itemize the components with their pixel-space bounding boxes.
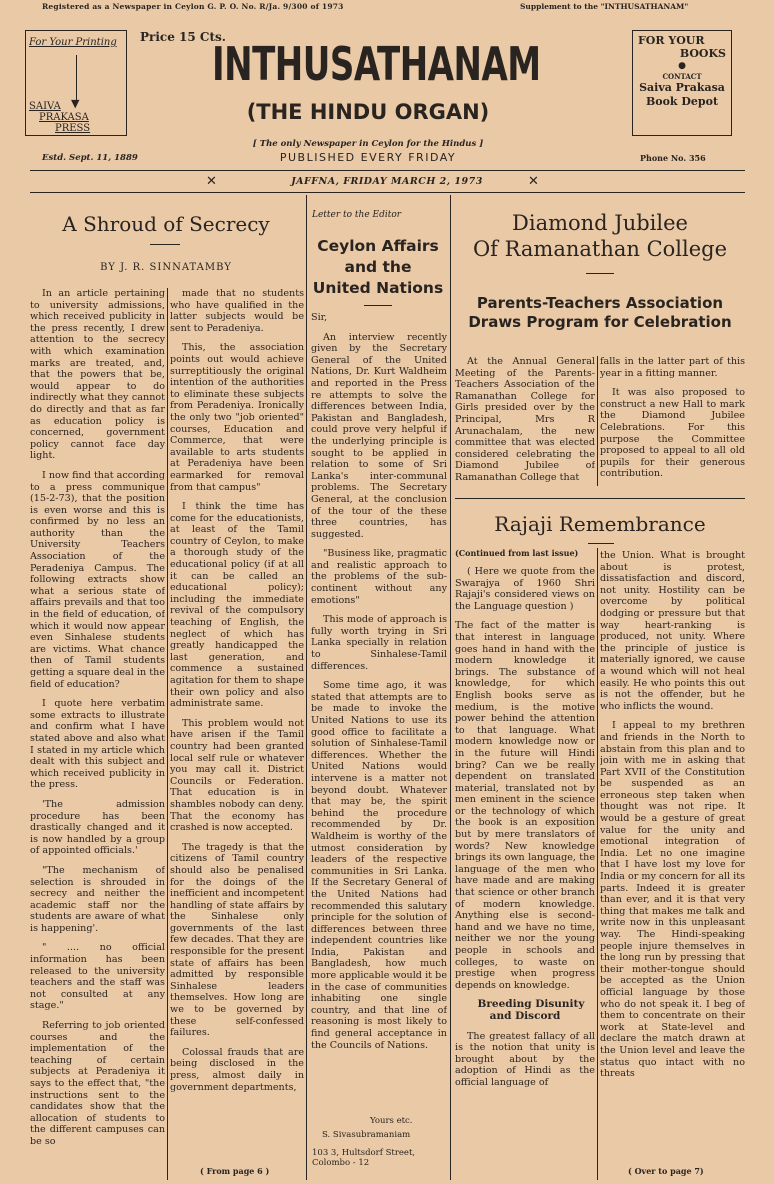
jubilee-subtitle: Parents-Teachers Association Draws Program for Celebration (468, 294, 732, 331)
title-dash (150, 244, 180, 245)
established-date: Estd. Sept. 11, 1889 (42, 153, 138, 163)
article1-column-2: made that no students who have qualified in the latter subjects would be sent to Peradeniya. This, the association points out would achieve surreptitiously the original intention of the authorities to eliminate these subjects from Peradeniya. Ironically the only two "job oriented" courses, Education and Commerce, that were available to arts students at Peradeniya have been earmarked for removal from that campus" I think the time has come for the educationists, at least of the Tamil country of Ceylon, to make a thorough study of the educational policy (if at all it can be called an educational policy); including the immediate revival of the compulsory teaching of English, the neglect of which has greatly handicapped the last generation, and commence a sustained agitation for them to shape their own policy and also administrate same. This problem would not have arisen if the Tamil country had been granted local self rule or whatever you may call it. District Councils or Federation. That education is in shambles nobody can deny. That the economy has crashed is now accepted. The tragedy is that the citizens of Tamil country should also be penalised for the doings of the inefficient and incompetent handling of state affairs by the Sinhalese only governments of the last few decades. That they are responsible for the present state of affairs has been admitted by responsible Sinhalese leaders themselves. How long are we to be governed by these self-confessed failures. Colossal frauds that are being disclosed in the press, almost daily in government departments, (170, 288, 304, 1093)
registration-line: Registered as a Newspaper in Ceylon G. P. O. No. R/Ja. 9/300 of 1973 (42, 2, 344, 11)
phone-number: Phone No. 356 (640, 153, 706, 163)
arrow-down-icon: ▼ (71, 97, 80, 110)
tagline: [ The only Newspaper in Ceylon for the Hindus ] (252, 139, 484, 149)
article-title: A Shroud of Secrecy (62, 212, 270, 236)
press-name: SAIVA PRAKASA PRESS (29, 101, 91, 134)
column-divider (597, 356, 598, 486)
column-divider (167, 288, 168, 1180)
dateline-rule (30, 192, 745, 193)
continued-from-note: ( From page 6 ) (200, 1166, 270, 1176)
price: Price 15 Cts. (140, 30, 226, 44)
dateline: JAFFNA, FRIDAY MARCH 2, 1973 (291, 176, 483, 187)
rajaji-title: Rajaji Remembrance (494, 512, 706, 536)
column-divider (306, 195, 307, 1180)
jubilee-column-1: At the Annual General Meeting of the Parents-Teachers Association of the Ramanathan College for Girls presided over by the Principal, Mrs R Arunachalam, the new committee that was elected considered celebrating the Diamond Jubilee of Ramanathan College that (455, 356, 595, 483)
continued-to-note: ( Over to page 7) (628, 1166, 704, 1176)
letter-body: Sir, An interview recently given by the Secretary General of the United Nations, Dr. Kurt Waldheim and reported in the Press re attempts to solve the differences between India, Pakistan and Bangladesh, could prove very helpful if the underlying principle is sought to be applied in relation to some of Sri Lanka's inter-communal problems. The Secretary General, at the conclusion of the tour of the these three countries, has suggested. "Business like, pragmatic and realistic approach to the problems of the sub-continent without any emotions" This mode of approach is fully worth trying in Sri Lanka specially in relation to Sinhalese-Tamil differences. Some time ago, it was stated that attempts are to be made to invoke the United Nations to use its good office to facilitate a solution of Sinhalese-Tamil differences. Whether the United Nations would intervene is a matter not beyond doubt. Whatever that may be, the spirit behind the procedure recommended by Dr. Waldheim is worthy of the utmost consideration by leaders of the respective communities in Sri Lanka. If the Secretary General of the United Nations had recommended this salutary principle for the solution of differences between three independent countries like India, Pakistan and Bangladesh, how much more applicable would it be in the case of communities inhabiting one single country, and that line of reasoning is most likely to find general acceptance in the Councils of Nations. (311, 312, 447, 1051)
byline: BY J. R. SINNATAMBY (100, 262, 232, 273)
rajaji-column-2: the Union. What is brought about is protest, dissatisfaction and discord, not unity. Hostility can be overcome by political dodging or pressure but that way heart-ranking is produced, not unity. Where the principle of justice is materially ignored, we cause a wound which will not heal easily. He who points this out is not the offender, but he who inflicts the wound. I appeal to my brethren and friends in the North to abstain from this plan and to join with me in asking that Part XVII of the Constitution be suspended as an erroneous step taken when thought was not ripe. It would be a gesture of great value for the unity and emotional integration of India. Let no one imagine that I have lost my love for India or my concern for all its parts. Indeed it is greater than ever, and it is that very thing that makes me talk and write now in this unpleasant way. The Hindi-speaking people injure themselves in the long run by pressing that their mother-tongue should be accepted as the Union official language by those who do not speak it. I beg of them to concentrate on their work at State-level and declare the match drawn at the Union level and leave the status quo intact with no threats (600, 550, 745, 1080)
jubilee-title: Diamond Jubilee Of Ramanathan College (472, 211, 728, 261)
letter-address: 103 3, Hultsdorf Street, Colombo - 12 (312, 1148, 416, 1168)
section-rule (455, 498, 745, 499)
bullet-icon: ● (678, 61, 686, 71)
title-dash (586, 273, 614, 274)
books-ad-box: FOR YOUR BOOKS ● CONTACT Saiva Prakasa Book Depot (632, 30, 732, 136)
letter-title: Ceylon Affairs and the United Nations (312, 237, 444, 297)
letter-author: S. Sivasubramaniam (322, 1130, 411, 1140)
masthead-title: INTHUSATHANAM (212, 38, 541, 92)
continued-label: (Continued from last issue) (455, 548, 579, 558)
letter-label: Letter to the Editor (312, 210, 402, 220)
jubilee-column-2: falls in the latter part of this year in a fitting manner. It was also proposed to construct a new Hall to mark the Diamond Jubilee Celebrations. For this purpose the Committee proposed to appeal to all old pupils for their generous contribution. (600, 356, 745, 480)
title-dash (364, 305, 392, 306)
masthead-subtitle: (THE HINDU ORGAN) (246, 100, 490, 124)
column-divider (597, 548, 598, 1180)
masthead-rule (30, 170, 745, 171)
arrow-down-line (76, 55, 77, 103)
published-line: PUBLISHED EVERY FRIDAY (279, 151, 457, 164)
ornament-left-icon: ✕ (206, 174, 217, 189)
printing-ad-heading: For Your Printing (29, 37, 117, 48)
supplement-line: Supplement to the "INTHUSATHANAM" (520, 2, 689, 11)
printing-ad-box (25, 30, 127, 136)
article1-column-1: In an article pertaining to university admissions, which received publicity in the press recently, I drew attention to the secrecy with which examination marks are treated, and, that the powers that be, would appear to do indirectly what they cannot do directly and that as far as education policy is concerned, government policy cannot face day light. I now find that according to a press communique (15-2-73), that the position is even worse and this is confirmed by no less an authority than the University Teachers Association of the Peradeniya Campus. The following extracts show what a serious state of affairs prevails and that too in the field of education, of which it would now appear even Sinhalese students are victims. What chance then of Tamil students getting a square deal in the field of education? I quote here verbatim some extracts to illustrate and confirm what I have stated above and also what I stated in my article which dealt with this subject and which received publicity in the press. 'The admission procedure has been drastically changed and it is now handled by a group of appointed officials.' "The mechanism of selection is shrouded in secrecy and neither the academic staff nor the students are aware of what is happening'. " .... no official information has been released to the university teachers and the staff was not consulted at any stage." Referring to job oriented courses and the implementation of the teaching of certain subjects at Peradeniya it says to the effect that, "the instructions sent to the candidates show that the allocation of students to the different campuses can be so (30, 288, 165, 1147)
letter-signoff: Yours etc. (370, 1116, 413, 1126)
rajaji-column-1: ( Here we quote from the Swarajya of 1960 Shri Rajaji's considered views on the Language question ) The fact of the matter is that interest in language goes hand in hand with the modern knowledge it brings. The substance of knowledge, for which English books serve as medium, is the motive power behind the attention to that language. What modern knowledge now or in the future will Hindi bring? Can we be really dependent on translated material, translated not by men eminent in the science or the technology of which the book is an exposition but by mere translators of words? New knowledge brings its own language, the language of the men who have made and are making that science or other branch of modern knowledge. Anything else is second-hand and we have no time, neither we nor the young people in schools and colleges, to waste on prestige when progress depends on knowledge. Breeding Disunity and Discord The greatest fallacy of all is the notion that unity is brought about by the adoption of Hindi as the official language of (455, 566, 595, 1088)
column-divider (450, 195, 451, 1180)
ornament-right-icon: ✕ (528, 174, 539, 189)
title-dash (588, 543, 614, 544)
